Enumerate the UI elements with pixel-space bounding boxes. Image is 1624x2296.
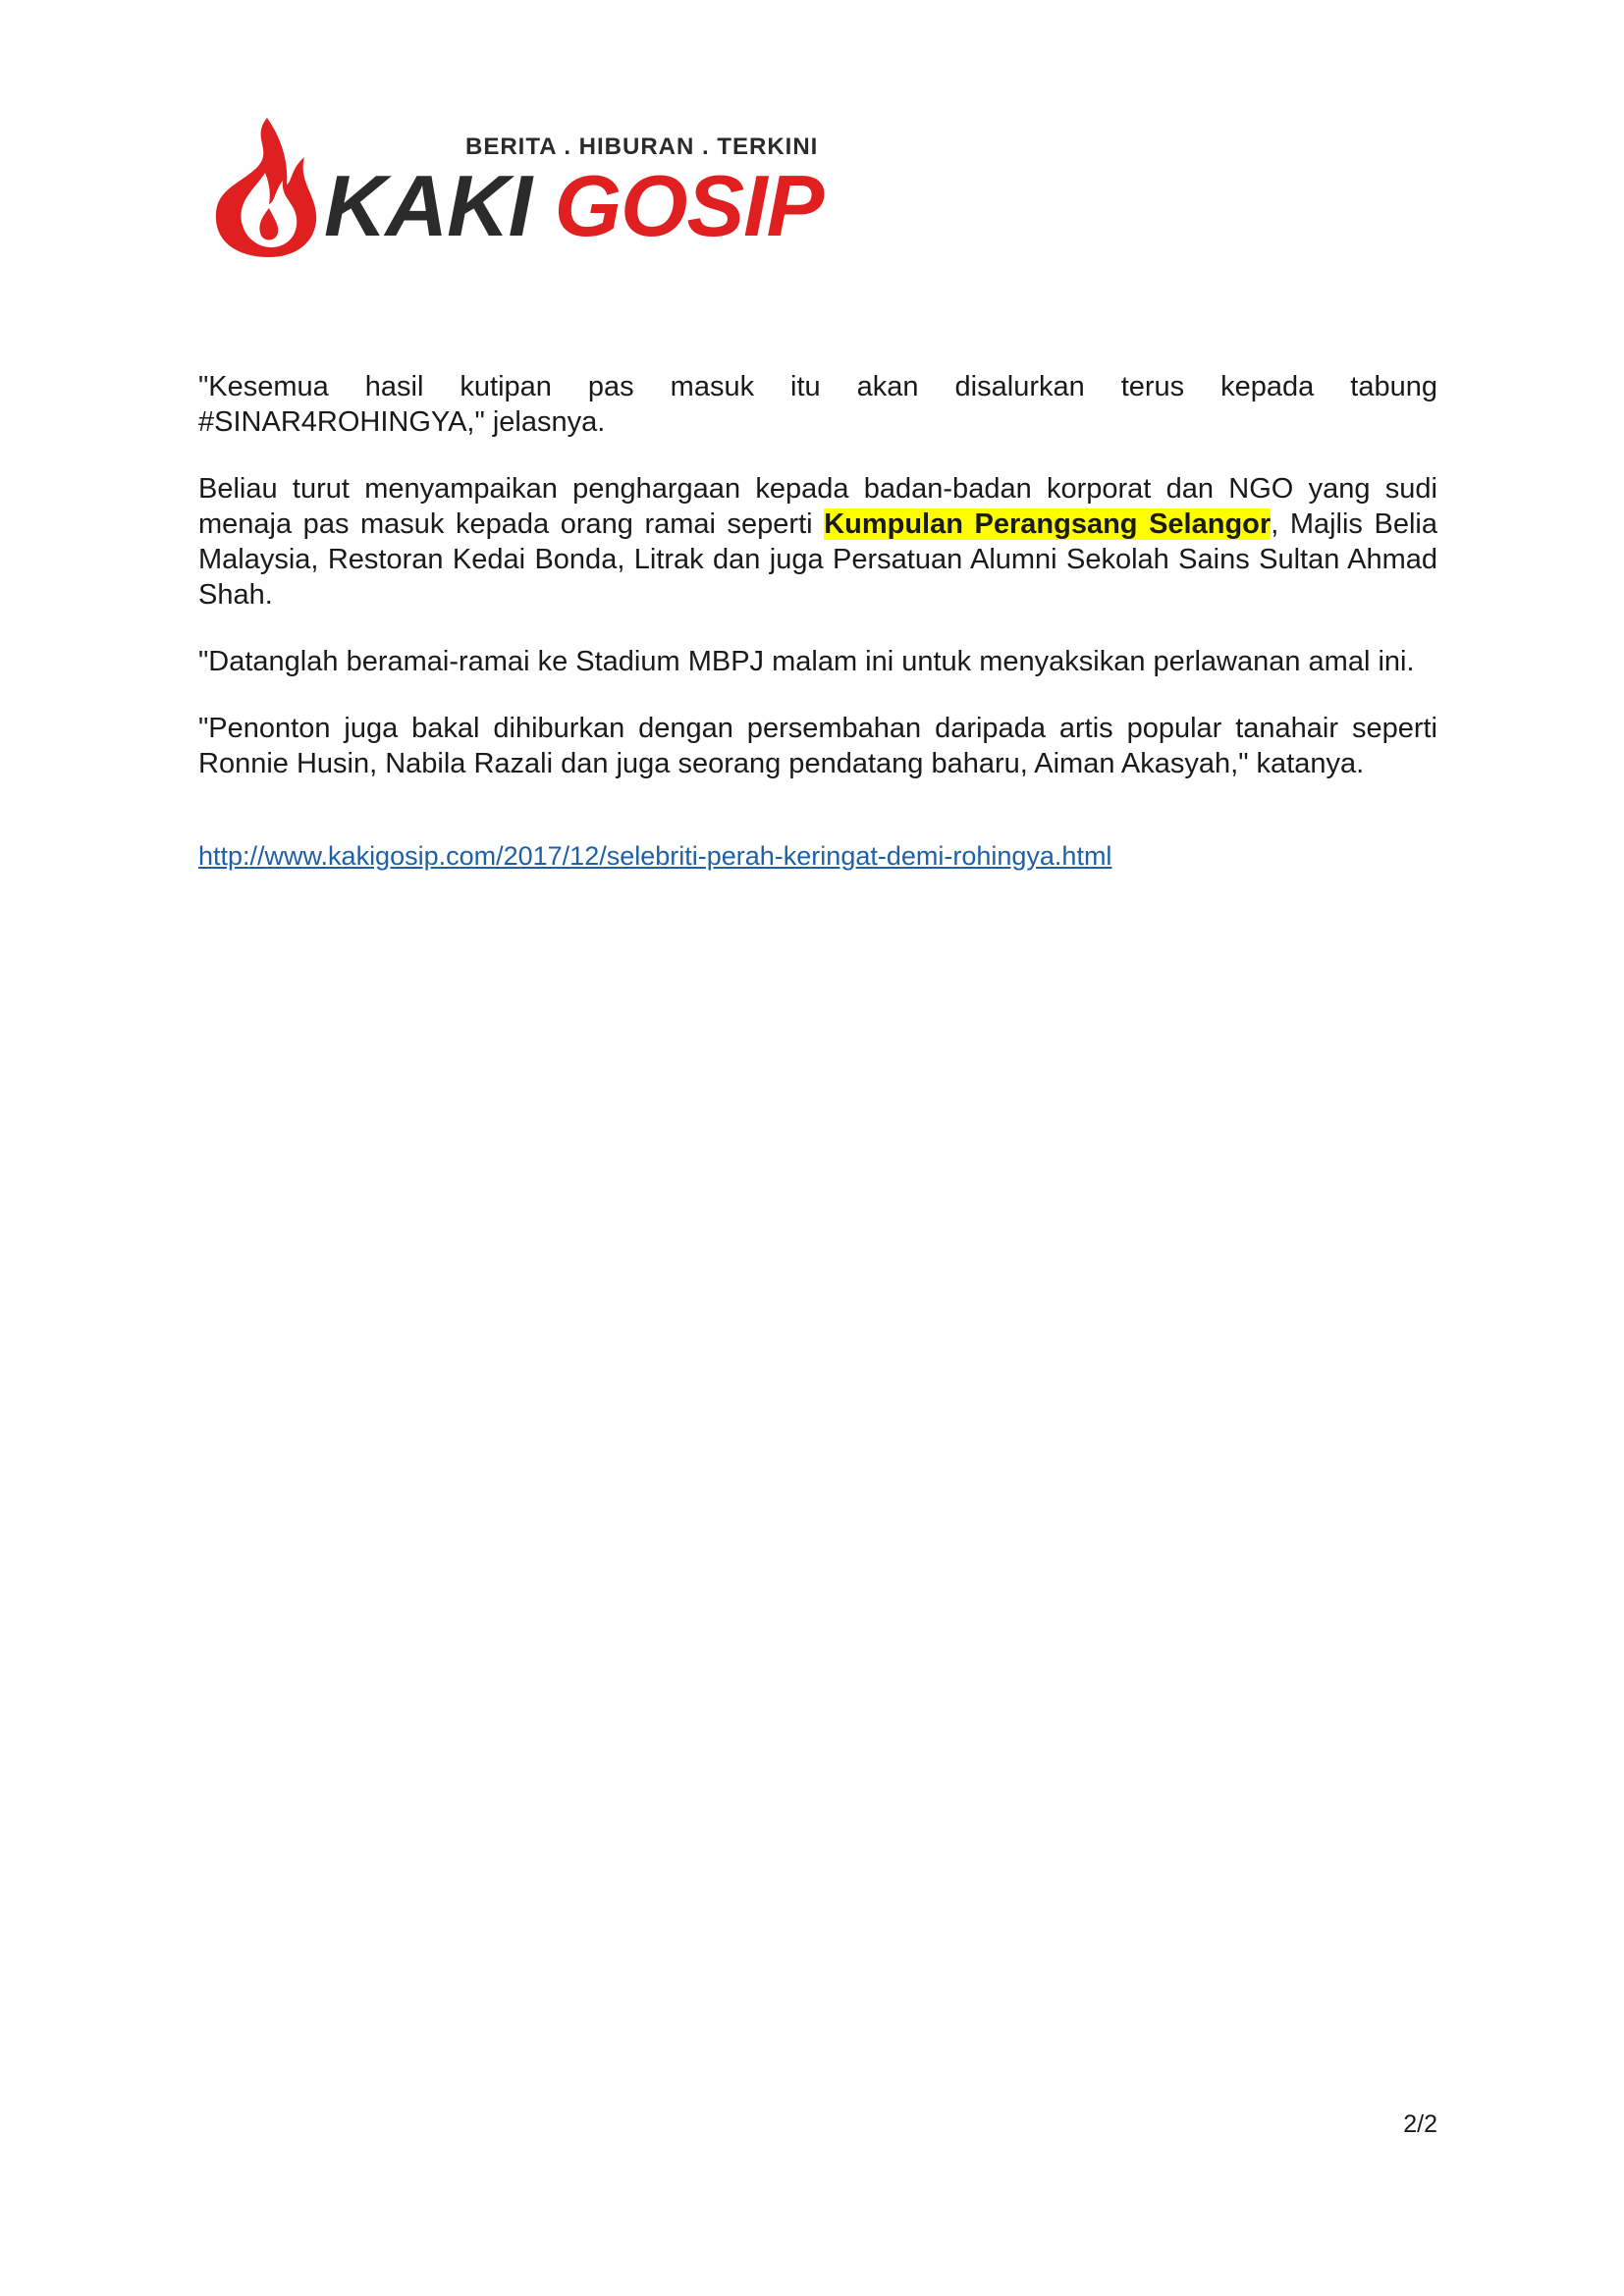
paragraph-text: Beliau turut menyampaikan penghargaan kepada badan-badan korporat dan NGO yang sudi menaja pas masuk kepada orang ramai seperti [198,473,1437,540]
svg-text:KAKI GOSIP [324,157,825,254]
paragraph-text: "Kesemua hasil kutipan pas masuk itu akan disalurkan terus kepada tabung #SINAR4ROHINGYA," jelasnya. [198,371,1437,438]
site-logo [208,110,837,257]
highlighted-organization: Kumpulan Perangsang Selangor [824,508,1272,540]
flame-icon [216,118,316,257]
paragraph [198,644,1437,679]
paragraph-text: "Penonton juga bakal dihiburkan dengan persembahan daripada artis popular tanahair seperti Ronnie Husin, Nabila Razali dan juga seorang pendatang baharu, Aiman Akasyah," katanya. [198,713,1437,779]
paragraph-text: "Datanglah beramai-ramai ke Stadium MBPJ malam ini untuk menyaksikan perlawanan amal ini. [198,646,1415,677]
page-number: 2/2 [1403,2110,1437,2138]
paragraph [198,711,1437,781]
paragraph-text: , Majlis Belia Malaysia, Restoran Kedai Bonda, Litrak dan juga Persatuan Alumni Sekolah Sains Sultan Ahmad Shah. [198,508,1437,611]
paragraph [198,471,1437,613]
paragraph [198,369,1437,440]
source-link-container [198,838,1437,874]
logo-name-kaki: KAKI [324,157,532,254]
logo-name-gosip: GOSIP [554,157,824,254]
article-body [198,369,1437,874]
source-link[interactable]: http://www.kakigosip.com/2017/12/selebriti-perah-keringat-demi-rohingya.html [198,841,1112,871]
logo-tagline: BERITA . HIBURAN . TERKINI [465,133,819,160]
